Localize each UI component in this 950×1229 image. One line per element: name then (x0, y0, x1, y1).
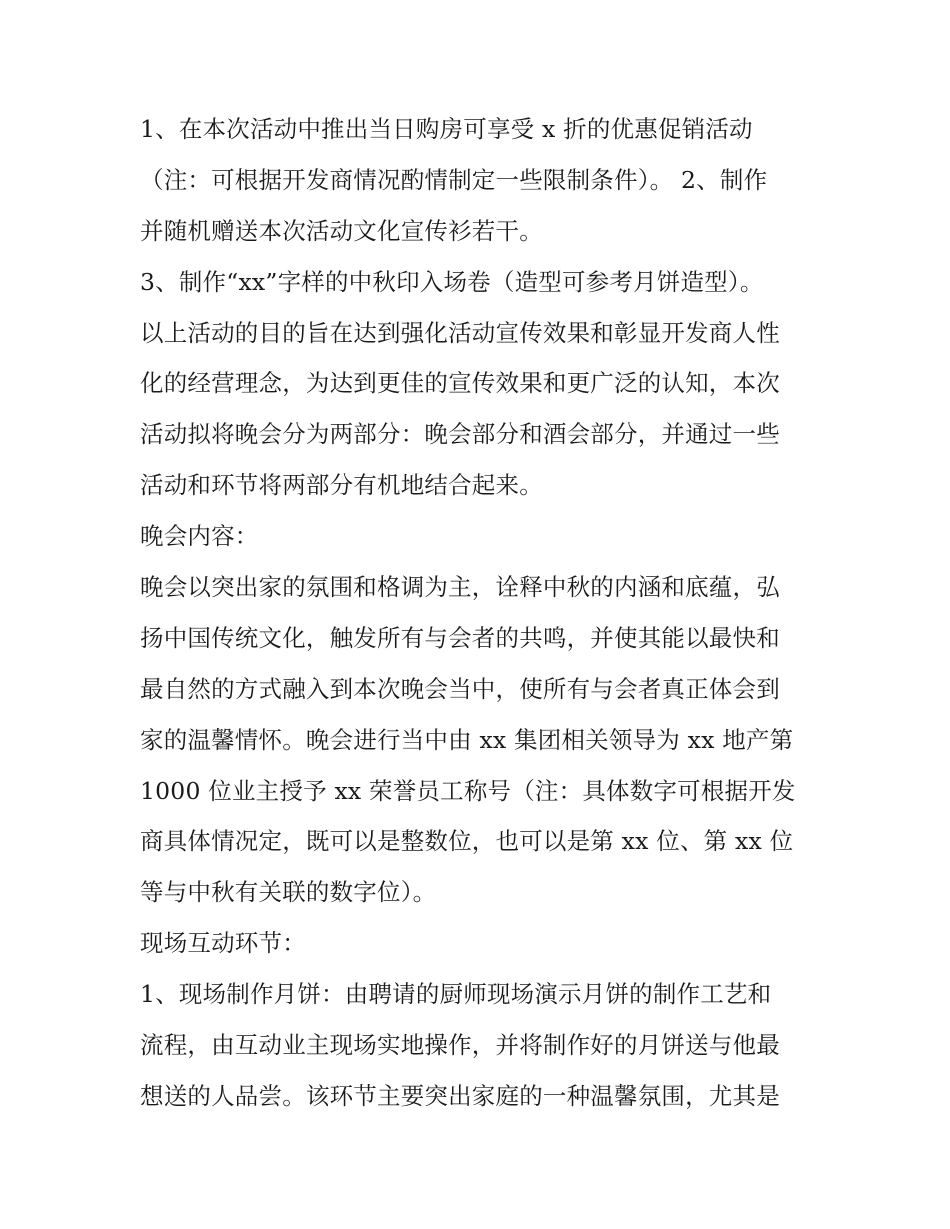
text-line: 1、现场制作月饼：由聘请的厨师现场演示月饼的制作工艺和 (140, 980, 772, 1009)
section-heading-party-content: 晚会内容： (140, 522, 259, 551)
text-line: 化的经营理念，为达到更佳的宣传效果和更广泛的认知，本次 (140, 369, 780, 398)
text-line: 流程，由互动业主现场实地操作，并将制作好的月饼送与他最 (140, 1031, 780, 1060)
text-line: 等与中秋有关联的数字位）。 (140, 878, 437, 907)
text-line: 1、在本次活动中推出当日购房可享受 x 折的优惠促销活动 (140, 115, 753, 143)
text-line: 最自然的方式融入到本次晚会当中，使所有与会者真正体会到 (140, 674, 780, 703)
text-line: 3、制作“xx”字样的中秋印入场卷（造型可参考月饼造型）。 (140, 267, 764, 296)
text-line: 1000 位业主授予 xx 荣誉员工称号（注：具体数字可根据开发 (140, 776, 796, 805)
text-line: 并随机赠送本次活动文化宣传衫若干。 (140, 216, 543, 245)
text-line: 活动和环节将两部分有机地结合起来。 (140, 471, 543, 500)
text-line: 商具体情况定，既可以是整数位，也可以是第 xx 位、第 xx 位 (140, 827, 794, 856)
text-line: 想送的人品尝。该环节主要突出家庭的一种温馨氛围，尤其是 (140, 1081, 780, 1110)
text-line: 活动拟将晚会分为两部分：晚会部分和酒会部分，并通过一些 (140, 420, 780, 449)
text-line: 扬中国传统文化，触发所有与会者的共鸣，并使其能以最快和 (140, 623, 780, 652)
text-line: 家的温馨情怀。晚会进行当中由 xx 集团相关领导为 xx 地产第 (140, 725, 794, 754)
text-line: 以上活动的目的旨在达到强化活动宣传效果和彰显开发商人性 (140, 318, 780, 347)
section-heading-interaction: 现场互动环节： (140, 929, 306, 958)
text-line: （注：可根据开发商情况酌情制定一些限制条件）。 2、制作 (140, 165, 768, 194)
text-line: 晚会以突出家的氛围和格调为主，诠释中秋的内涵和底蕴，弘 (140, 573, 780, 602)
document-body (140, 104, 820, 1122)
